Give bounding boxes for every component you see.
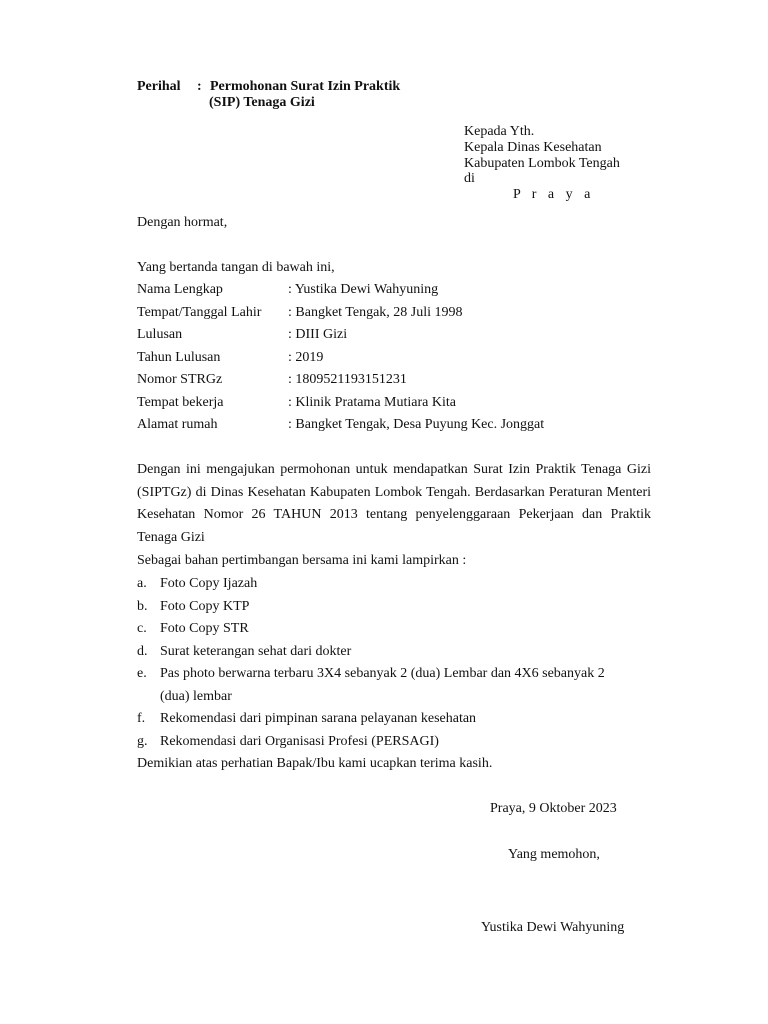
list-item <box>137 708 476 731</box>
list-item <box>137 641 351 664</box>
identity-value: : 2019 <box>288 350 324 365</box>
list-text: Rekomendasi dari Organisasi Profesi (PERSAGI) <box>160 734 439 749</box>
list-text: Pas photo berwarna terbaru 3X4 sebanyak 2 (dua) Lembar dan 4X6 sebanyak 2 <box>160 666 605 681</box>
identity-row <box>137 281 438 299</box>
list-marker: c. <box>137 621 147 636</box>
identity-row <box>137 326 347 344</box>
identity-row <box>137 394 456 412</box>
list-item <box>137 573 257 596</box>
recipient-line-1: Kepada Yth. <box>464 124 535 139</box>
list-text: Foto Copy KTP <box>160 599 250 614</box>
identity-label: Lulusan <box>137 327 183 342</box>
identity-row <box>137 416 544 434</box>
identity-row <box>137 371 407 389</box>
perihal-colon: : <box>197 79 202 94</box>
list-marker: g. <box>137 734 148 749</box>
identity-row <box>137 304 463 322</box>
perihal-label: Perihal <box>137 79 181 94</box>
identity-label: Tahun Lulusan <box>137 350 221 365</box>
attachments-intro: Sebagai bahan pertimbangan bersama ini kami lampirkan : <box>137 553 467 568</box>
identity-value: : Bangket Tengak, Desa Puyung Kec. Jonggat <box>288 417 545 432</box>
identity-value: : Klinik Pratama Mutiara Kita <box>288 395 456 410</box>
list-marker: d. <box>137 644 148 659</box>
list-text: Foto Copy STR <box>160 621 249 636</box>
identity-label: Nomor STRGz <box>137 372 223 387</box>
greeting: Dengan hormat, <box>137 215 228 230</box>
recipient-line-3: Kabupaten Lombok Tengah <box>464 156 620 171</box>
recipient-line-4: di <box>464 171 475 186</box>
list-text: Surat keterangan sehat dari dokter <box>160 644 352 659</box>
identity-label: Tempat bekerja <box>137 395 224 410</box>
identity-value: : 1809521193151231 <box>288 372 407 387</box>
place-date: Praya, 9 Oktober 2023 <box>490 801 617 816</box>
list-marker: a. <box>137 576 147 591</box>
identity-value: : Yustika Dewi Wahyuning <box>288 282 439 297</box>
list-marker: b. <box>137 599 148 614</box>
list-text: Foto Copy Ijazah <box>160 576 258 591</box>
list-marker: f. <box>137 711 146 726</box>
signoff: Yang memohon, <box>508 847 600 862</box>
identity-value: : Bangket Tengak, 28 Juli 1998 <box>288 305 463 320</box>
identity-value: : DIII Gizi <box>288 327 348 342</box>
body-paragraph: Dengan ini mengajukan permohonan untuk mendapatkan Surat Izin Praktik Tenaga Gizi (SIPTGz) di Dinas Kesehatan Kabupaten Lombok Tengah. Berdasarkan Peraturan Menteri Kesehatan Nomor 26 TAHUN 2013 tentang penyelenggaraan Pekerjaan dan Praktik Tenaga Gizi <box>137 462 651 545</box>
identity-label: Alamat rumah <box>137 417 218 432</box>
recipient-line-2: Kepala Dinas Kesehatan <box>464 140 602 155</box>
list-text: Rekomendasi dari pimpinan sarana pelayanan kesehatan <box>160 711 477 726</box>
list-item <box>137 663 605 708</box>
recipient-city: P r a y a <box>513 187 595 202</box>
identity-label: Tempat/Tanggal Lahir <box>137 305 262 320</box>
list-text-continuation: (dua) lembar <box>160 688 232 704</box>
list-item <box>137 596 249 619</box>
list-item <box>137 731 439 754</box>
signer-name: Yustika Dewi Wahyuning <box>481 920 625 935</box>
closing-text: Demikian atas perhatian Bapak/Ibu kami ucapkan terima kasih. <box>137 756 493 771</box>
identity-label: Nama Lengkap <box>137 282 223 297</box>
list-item <box>137 618 249 641</box>
identity-row <box>137 349 323 367</box>
subject-line-1: Permohonan Surat Izin Praktik <box>210 79 401 94</box>
list-marker: e. <box>137 666 147 681</box>
intro-text: Yang bertanda tangan di bawah ini, <box>137 260 335 275</box>
subject-line-2: (SIP) Tenaga Gizi <box>209 95 315 110</box>
